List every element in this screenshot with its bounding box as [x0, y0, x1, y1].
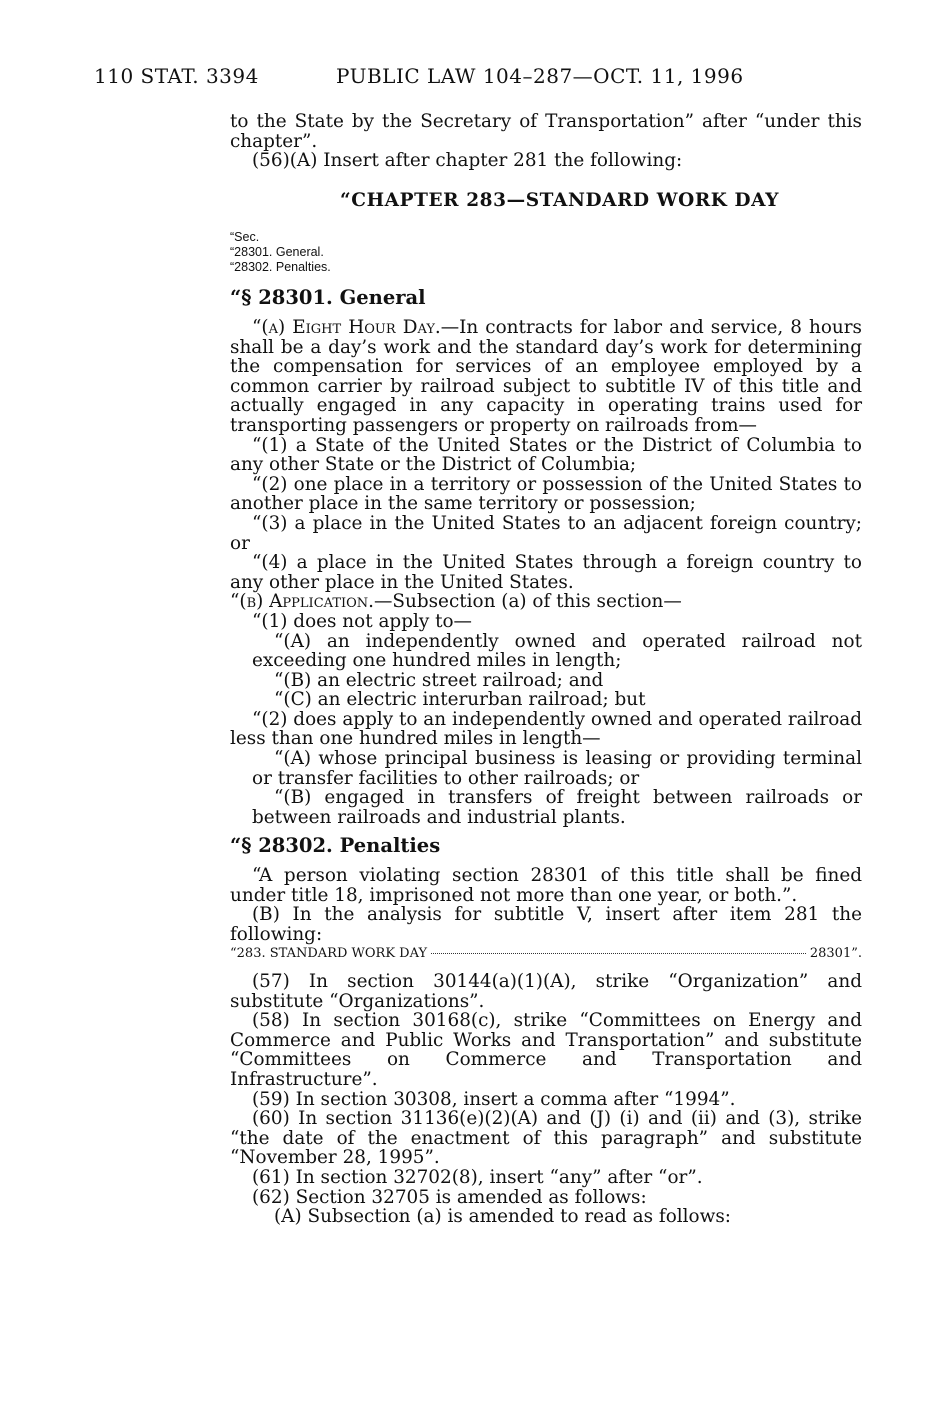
subsection-b [230, 592, 862, 612]
intro-paragraph: to the State by the Secretary of Transportation” after “under this chapter”. [230, 111, 862, 152]
stat-reference: 110 STAT. 3394 [94, 64, 259, 88]
paragraph-a3: “(3) a place in the United States to an adjacent foreign country; or [230, 512, 862, 554]
dot-leader [431, 953, 806, 954]
amendment-item: (60) In section 31136(e)(2)(A) and (J) (i) and (ii) and (3), strike “the date of the enactment of this paragraph” and substitute “November 28, 1995”. [230, 1108, 862, 1169]
paragraph-a4: “(4) a place in the United States through a foreign country to any other place in the United States. [230, 552, 862, 593]
paragraph-b1: “(1) does not apply to— [252, 610, 472, 632]
toc-line: “28301. General. [230, 245, 324, 259]
penalty-text: “A person violating section 28301 of this title shall be fined under title 18, imprisoned not more than one year, or both.”. [230, 865, 862, 906]
amendment-item: (A) Subsection (a) is amended to read as follows: [274, 1206, 731, 1228]
paragraph-a1: “(1) a State of the United States or the District of Columbia to any other State or the District of Columbia; [230, 434, 862, 476]
section-28302-body [230, 866, 862, 944]
paragraph-b2: “(2) does apply to an independently owned and operated railroad less than one hundred miles in length— [230, 708, 862, 750]
analysis-item-title: “283. STANDARD WORK DAY [230, 946, 428, 961]
subsection-a-text: —In contracts for labor and service, 8 hours shall be a day’s work and the standard day’s work for determining the compensation for services of an employee employed by a common carrier by railroad subject to subtitle IV of this title and actually engaged in any capacity in operating trains used for transporting passengers or property on railroads from— [230, 317, 862, 436]
chapter-title: “CHAPTER 283—STANDARD WORK DAY [340, 190, 780, 211]
subparagraph-b1C: “(C) an electric interurban railroad; but [274, 689, 646, 711]
analysis-instruction: (B) In the analysis for subtitle V, insert after item 281 the following: [230, 904, 862, 945]
amendment-item: (58) In section 30168(c), strike “Committees on Energy and Commerce and Public Works and Transportation” and substitute “Committees on Commerce and Transportation and Infrastructure”. [230, 1010, 862, 1090]
amendment-item: (62) Section 32705 is amended as follows: [252, 1186, 647, 1208]
intro-paragraph: (56)(A) Insert after chapter 281 the following: [252, 150, 683, 172]
section-heading-28301: “§ 28301. General [230, 286, 426, 309]
toc-line: “28302. Penalties. [230, 260, 331, 274]
analysis-item-section: 28301”. [809, 946, 862, 961]
law-title: PUBLIC LAW 104–287—OCT. 11, 1996 [336, 64, 744, 88]
subparagraph-b2B: “(B) engaged in transfers of freight between railroads or between railroads and industrial plants. [252, 787, 862, 828]
subparagraph-b1A: “(A) an independently owned and operated railroad not exceeding one hundred miles in length; [252, 630, 862, 672]
amendment-item: (61) In section 32702(8), insert “any” after “or”. [252, 1166, 703, 1188]
toc-line: “Sec. [230, 230, 260, 244]
table-of-sections [230, 230, 331, 275]
amendment-list [230, 972, 862, 1227]
intro-text [230, 112, 862, 171]
subsection-b-label: “(b) Application. [230, 591, 375, 613]
amendment-item: (59) In section 30308, insert a comma after “1994”. [252, 1088, 736, 1110]
subparagraph-b1B: “(B) an electric street railroad; and [274, 669, 604, 691]
amendment-item: (57) In section 30144(a)(1)(A), strike “Organization” and substitute “Organizations”. [230, 971, 862, 1012]
subsection-a [230, 318, 862, 436]
page-header [94, 64, 874, 94]
paragraph-a2: “(2) one place in a territory or possession of the United States to another place in the same territory or possession; [230, 473, 862, 515]
subsection-a-label: “(a) Eight Hour Day. [252, 317, 441, 338]
section-heading-28302: “§ 28302. Penalties [230, 834, 441, 857]
section-28301-body [230, 318, 862, 827]
subparagraph-b2A: “(A) whose principal business is leasing or providing terminal or transfer facilities to other railroads; or [252, 748, 862, 789]
subsection-b-text: —Subsection (a) of this section— [374, 591, 682, 613]
analysis-item [230, 946, 862, 961]
